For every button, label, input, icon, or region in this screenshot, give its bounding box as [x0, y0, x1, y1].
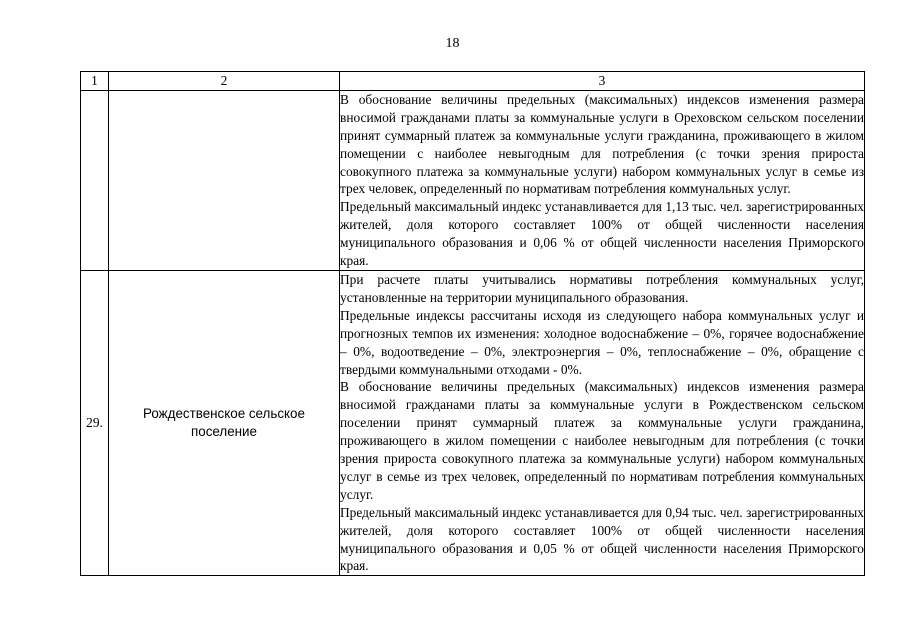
document-table [80, 71, 865, 576]
paragraph: При расчете платы учитывались нормативы потребления коммунальных услуг, установленные на территории муниципального образования. [340, 271, 864, 305]
description-cell [340, 270, 865, 575]
page-number: 18 [445, 36, 460, 51]
header-col-1: 1 [81, 72, 109, 91]
paragraph: Предельный максимальный индекс устанавливается для 1,13 тыс. чел. зарегистрированных жителей, доля которого составляет 100% от общей численности населения муниципального образования и 0,06 % от общей численности населения Приморского края. [340, 199, 864, 269]
table-row [81, 270, 865, 575]
header-col-3: 3 [340, 72, 865, 91]
row-number-cell: 29. [81, 270, 109, 575]
paragraph: В обоснование величины предельных (максимальных) индексов изменения размера вносимой гражданами платы за коммунальные услуги в Рождественском сельском поселении принят суммарный платеж за коммунальные услуги гражданина, проживающего в жилом помещении с наиболее невыгодным для потребления (с точки зрения прироста совокупного платежа за коммунальные услуги) набором коммунальных услуг в семье из трех человек, определенный по нормативам потребления коммунальных услуг. [340, 379, 864, 502]
paragraph: Предельные индексы рассчитаны исходя из следующего набора коммунальных услуг и прогнозных темпов их изменения: холодное водоснабжение – 0%, горячее водоснабжение – 0%, водоотведение – 0%, электроэнергия – 0%, теплоснабжение – 0%, обращение с твердыми коммунальными отходами - 0%. [340, 307, 864, 377]
settlement-name-cell: Рождественское сельское поселение [109, 270, 340, 575]
settlement-name-cell [109, 90, 340, 270]
table-header-row [81, 72, 865, 91]
table-row [81, 90, 865, 270]
row-number-cell [81, 90, 109, 270]
header-col-2: 2 [109, 72, 340, 91]
description-cell [340, 90, 865, 270]
paragraph: Предельный максимальный индекс устанавливается для 0,94 тыс. чел. зарегистрированных жителей, доля которого составляет 100% от общей численности населения муниципального образования и 0,05 % от общей численности населения Приморского края. [340, 504, 864, 574]
paragraph: В обоснование величины предельных (максимальных) индексов изменения размера вносимой гражданами платы за коммунальные услуги в Ореховском сельском поселении принят суммарный платеж за коммунальные услуги гражданина, проживающего в жилом помещении с наиболее невыгодным для потребления (с точки зрения прироста совокупного платежа за коммунальные услуги) набором коммунальных услуг в семье из трех человек, определенный по нормативам потребления коммунальных услуг. [340, 91, 864, 197]
